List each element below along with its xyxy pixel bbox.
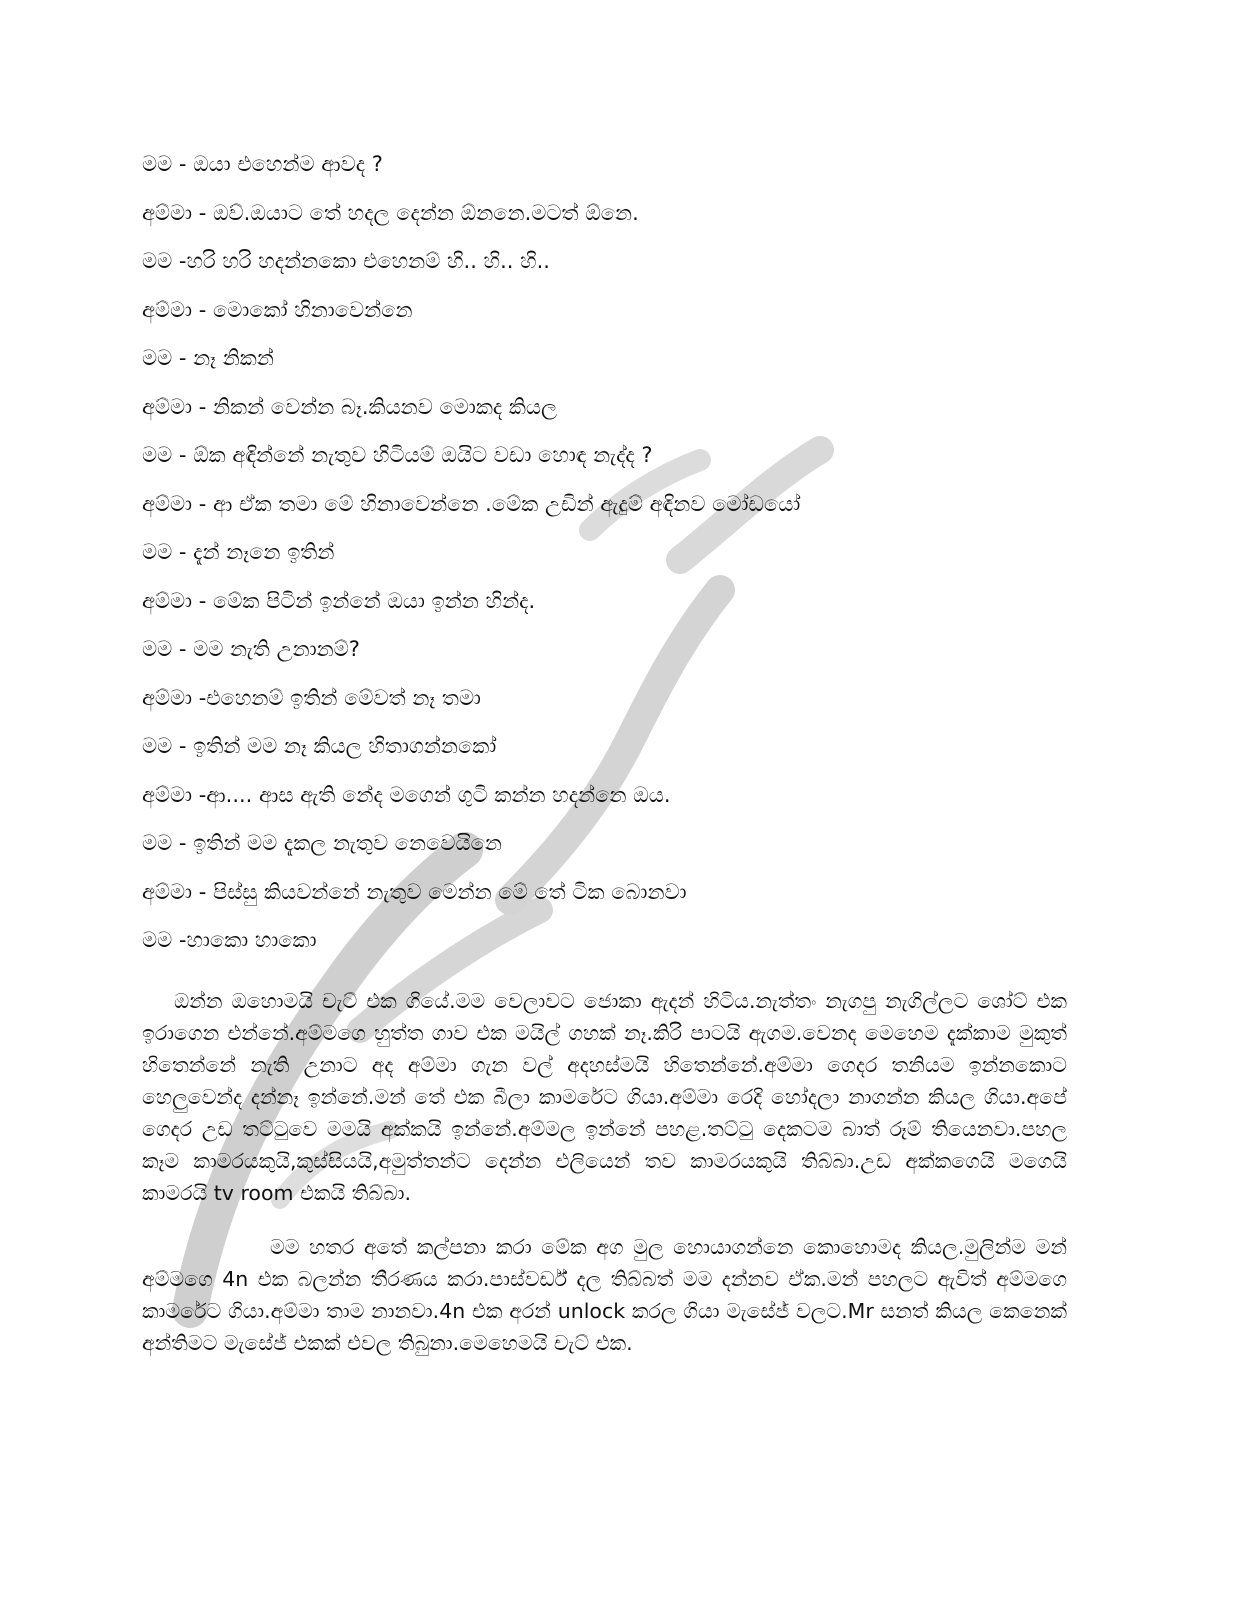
body-paragraph: ඔන්න ඔහොමයි චැට් එක ගියේ.මම වෙලාවට ජොකා ඇදන් හිටිය.නැත්තං නැගපු නැගිල්ලට ශෝට් එක ඉරාගෙන එන්නේ.අම්මගෙ හුත්ත ගාව එක මයිල් ගහක් නෑ.කිරි පාටයි ඇගම.වෙනද මෙහෙම දැක්කාම මුකුත් හිතෙන්නේ නැති උනාට අද අම්මා ගැන වල් අදහස්මයි හිතෙන්නේ.අම්මා ගෙදර තනියම ඉන්නකොට හෙලුවෙන්ද දන්නෑ ඉන්නේ.මන් තේ එක බීලා කාමරේට ගියා.අම්මා රෙදි හෝදලා නාගන්න කියල ගියා.අපේ ගෙදර උඩ තට්ටුවෙ මමයි අක්කයි ඉන්නේ.අම්මල ඉන්නේ පහළ.තට්ටු දෙකටම බාත් රූම් තියෙනවා.පහල කෑම කාමරයකුයි,කුස්සියයි,අමුත්තන්ට දෙන්න එලියෙන් තව කාමරයකුයි තිබ්බා.උඩ අක්කගෙයි මගෙයි කාමරයි tv room එකයි තිබ්බා. bbox=[142, 988, 1067, 1205]
dialogue-line: අම්මා - ඔව්.ඔයාට තේ හදල දෙන්න ඕනනෙ.මටත් ඕනෙ. bbox=[142, 200, 639, 225]
dialogue-line: මම - ඕක අඳින්නේ නැතුව හිටියම් ඔයිට වඩා හොඳ නැද්ද ? bbox=[142, 443, 653, 467]
document-content bbox=[142, 140, 1067, 1359]
dialogue-line: මම - ඔයා එහෙන්ම ආවද ? bbox=[142, 152, 383, 176]
dialogue-line: මම - දැන් නෑනෙ ඉතින් bbox=[142, 540, 335, 564]
dialogue-line: අම්මා -ආ.... ආස ඇති නේද මගෙන් ගුටි කන්න හදන්නෙ ඔය. bbox=[142, 782, 671, 807]
dialogue-line: අම්මා - ආ ඒක තමා මේ හිනාවෙන්නෙ .මේක උඩින් ඇදුම් අඳිනව මෝඩයෝ bbox=[142, 491, 801, 516]
dialogue-line: මම - නෑ නිකන් bbox=[142, 346, 274, 370]
dialogue-line: මම - ඉතින් මම නෑ කියල හිතාගන්නකෝ bbox=[142, 734, 497, 758]
dialogue-line: අම්මා - පිස්සු කියවන්නේ නැතුව මෙන්න මේ තේ ටික බොනවා bbox=[142, 879, 687, 904]
dialogue-line: අම්මා - මොකෝ හිනාවෙන්නෙ bbox=[142, 297, 413, 322]
dialogue-line: මම - ඉතින් මම දැකල නැතුව නෙවෙයිනෙ bbox=[142, 831, 502, 855]
dialogue-line: මම -හරි හරි හදන්නකො එහෙනම් හි.. හි.. හි.. bbox=[142, 249, 550, 273]
dialogue-line: අම්මා - නිකන් වෙන්න බෑ.කියනව මොකද කියල bbox=[142, 394, 558, 419]
dialogue-line: අම්මා - මේක පිටින් ඉන්නේ ඔයා ඉන්න හින්ද. bbox=[142, 588, 536, 613]
dialogue-line: අම්මා -එහෙනම් ඉතින් මේවත් නෑ තමා bbox=[142, 685, 481, 710]
body-paragraph: මම හතර අතේ කල්පනා කරා මේක අග මුල හොයාගන්නෙ කොහොමද කියල.මුලින්ම මන් අම්මගෙ 4n එක බලන්න තීරණය කරා.පාස්වර්ඩ් දල තිබ්බත් මම දන්නව ඒක.මන් පහලට ඇවිත් අම්මගෙ කාමරේට ගියා.අම්මා තාම නානවා.4n එක අරන් unlock කරල ගියා මැසේජ් වලට.Mr සනත් කියල කෙනෙක් අන්තිමට මැසේජ් එකක් එවල තිබුනා.මෙහෙමයි චැට් එක. bbox=[142, 1234, 1067, 1355]
dialogue-section bbox=[142, 140, 1067, 965]
dialogue-line: මම -හාකො හාකො bbox=[142, 928, 317, 952]
dialogue-line: මම - මම නැති උනානම්? bbox=[142, 637, 360, 661]
